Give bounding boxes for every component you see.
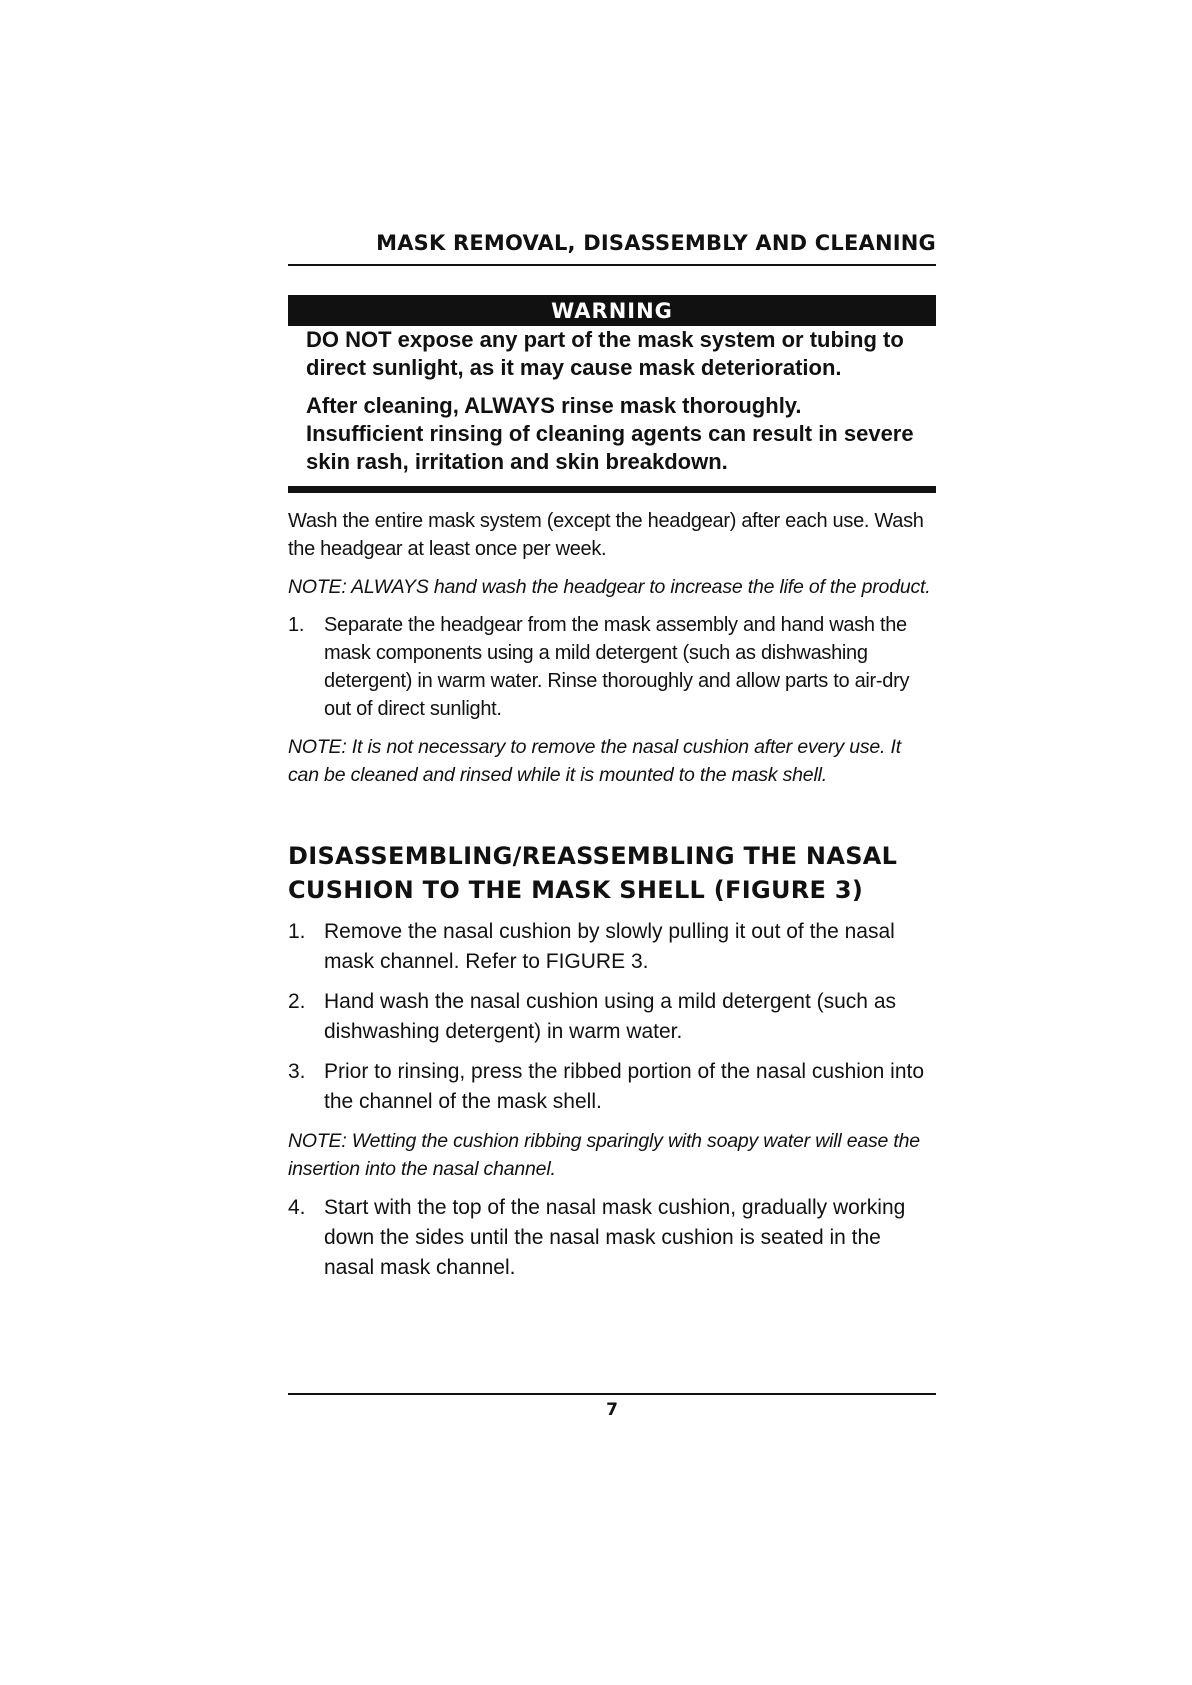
list-item xyxy=(288,917,936,977)
warning-bottom-rule xyxy=(288,486,936,493)
intro-paragraph: Wash the entire mask system (except the headgear) after each use. Wash the headgear at least once per week. xyxy=(288,510,924,560)
intro-note: NOTE: ALWAYS hand wash the headgear to increase the life of the product. xyxy=(288,576,931,598)
page-number: 7 xyxy=(606,1400,618,1420)
step-number: 4. xyxy=(288,1196,306,1219)
step-number: 1. xyxy=(288,920,306,943)
step-number: 2. xyxy=(288,990,306,1013)
step-text: Start with the top of the nasal mask cushion, gradually working down the sides until the nasal mask cushion is seated in the nasal mask channel. xyxy=(324,1196,906,1279)
disassembly-steps-continued xyxy=(288,1193,936,1283)
list-item xyxy=(288,1193,936,1283)
step-text: Hand wash the nasal cushion using a mild detergent (such as dishwashing detergent) in warm water. xyxy=(324,990,897,1043)
list-item xyxy=(288,1057,936,1117)
disassembly-steps xyxy=(288,917,936,1117)
cleaning-steps xyxy=(288,611,936,723)
step-text: Separate the headgear from the mask assembly and hand wash the mask components using a mild detergent (such as dishwashing detergent) in warm water. Rinse thoroughly and allow parts to air-dry out of direct sunlight. xyxy=(324,614,910,720)
step-text: Prior to rinsing, press the ribbed portion of the nasal cushion into the channel of the mask shell. xyxy=(324,1060,925,1113)
warning-label: WARNING xyxy=(288,295,936,326)
section-title: MASK REMOVAL, DISASSEMBLY AND CLEANING xyxy=(376,231,936,255)
step-number: 3. xyxy=(288,1060,306,1083)
footer-divider xyxy=(288,1393,936,1395)
disassembly-note: NOTE: Wetting the cushion ribbing sparingly with soapy water will ease the insertion into the nasal channel. xyxy=(288,1130,920,1180)
cleaning-note: NOTE: It is not necessary to remove the nasal cushion after every use. It can be cleaned and rinsed while it is mounted to the mask shell. xyxy=(288,736,901,786)
disassembly-heading: DISASSEMBLING/REASSEMBLING THE NASAL CUSHION TO THE MASK SHELL (FIGURE 3) xyxy=(288,842,898,904)
title-divider xyxy=(288,264,936,266)
step-number: 1. xyxy=(288,614,305,636)
step-text: Remove the nasal cushion by slowly pulling it out of the nasal mask channel. Refer to FIGURE 3. xyxy=(324,920,895,973)
list-item xyxy=(288,611,936,723)
list-item xyxy=(288,987,936,1047)
document-page xyxy=(288,228,936,1283)
warning-paragraph: DO NOT expose any part of the mask system or tubing to direct sunlight, as it may cause mask deterioration. xyxy=(306,327,904,380)
warning-paragraph: After cleaning, ALWAYS rinse mask thoroughly. Insufficient rinsing of cleaning agents can result in severe skin rash, irritation and skin breakdown. xyxy=(306,393,914,474)
warning-box xyxy=(288,326,936,476)
